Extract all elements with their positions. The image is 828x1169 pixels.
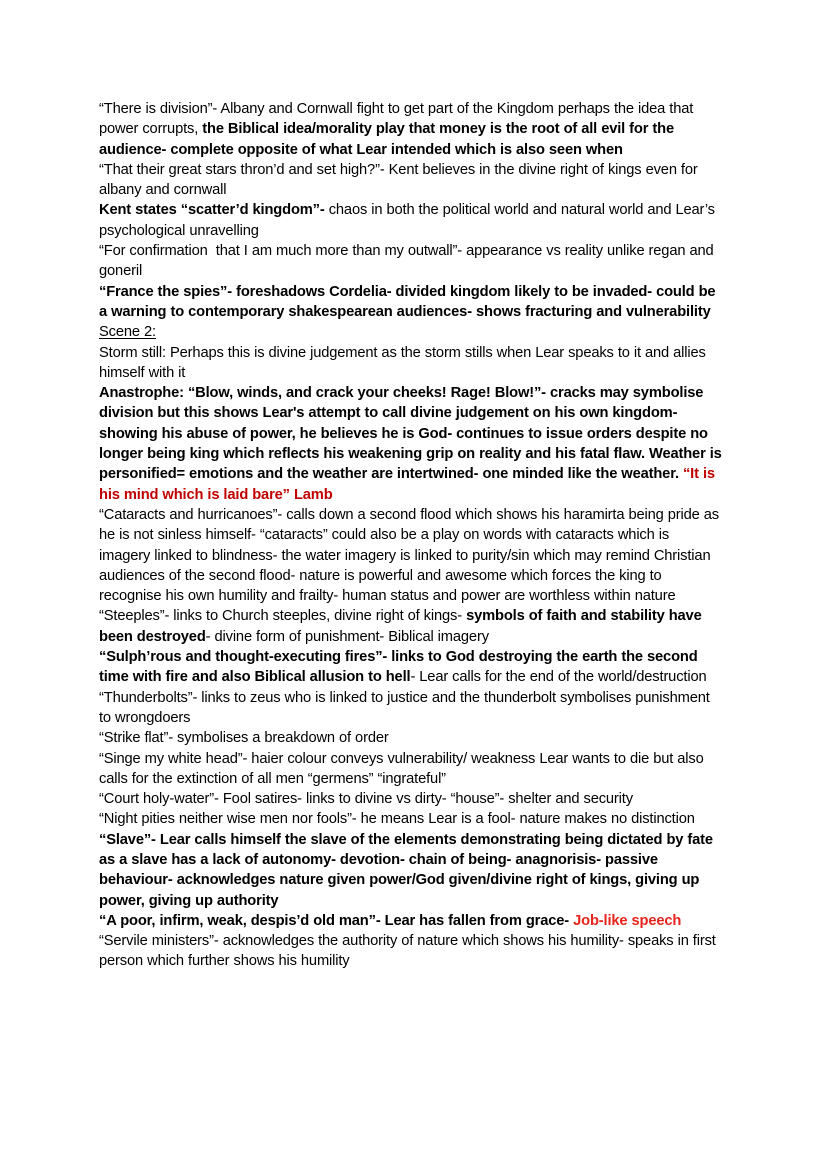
text-run: Storm still: Perhaps this is divine judgement as the storm stills when Lear speaks to it and allies himself with it bbox=[99, 344, 710, 381]
text-run: Job-like speech bbox=[573, 912, 682, 929]
text-run: - Lear calls for the end of the world/destruction bbox=[410, 669, 707, 686]
paragraph-france-the-spies bbox=[99, 282, 724, 323]
paragraph-court-holy-water bbox=[99, 789, 724, 809]
text-run: “Steeples”- links to Church steeples, divine right of kings- bbox=[99, 608, 467, 625]
paragraph-a-poor-infirm-weak bbox=[99, 911, 724, 931]
paragraph-storm-still bbox=[99, 343, 724, 384]
paragraph-servile-ministers bbox=[99, 931, 724, 972]
paragraph-singe-my-white-head bbox=[99, 749, 724, 790]
text-run: “For confirmation that I am much more than my outwall”- appearance vs reality unlike regan and goneril bbox=[99, 243, 718, 280]
text-run: “That their great stars thron’d and set high?”- Kent believes in the divine right of kings even for albany and cornwall bbox=[99, 161, 702, 199]
text-run: “Cataracts and hurricanoes”- calls down a second flood which shows his haramirta being pride as he is not sinless himself- “cataracts” could also be a play on words with cataracts which is imagery linked to blindness- the water imagery is linked to purity/sin which may remind Christian audiences of the second flood- nature is powerful and awesome which forces the king to recognise his own humility and frailty- human status and power are worthless within nature bbox=[99, 506, 724, 605]
paragraph-slave bbox=[99, 830, 724, 911]
paragraph-steeples bbox=[99, 606, 724, 647]
paragraph-anastrophe-blow-winds bbox=[99, 383, 724, 505]
paragraph-cataracts-and-hurricanoes bbox=[99, 505, 724, 606]
text-run: “Singe my white head”- haier colour conveys vulnerability/ weakness Lear wants to die but also calls for the extinction of all men “germens” “ingrateful” bbox=[99, 750, 708, 787]
text-run: - divine form of punishment- Biblical imagery bbox=[205, 628, 489, 645]
text-run: chaos in both the political world and natural world and Lear’s psychological unravelling bbox=[99, 202, 719, 239]
document-text-body bbox=[99, 99, 724, 972]
paragraph-for-confirmation bbox=[99, 241, 724, 282]
text-run: “Slave”- Lear calls himself the slave of the elements demonstrating being dictated by fate as a slave has a lack of autonomy- devotion- chain of being- anagnorisis- passive behaviour- acknowledges nature given power/God given/divine right of kings, giving up power, giving up authority bbox=[99, 831, 717, 909]
paragraph-there-is-division bbox=[99, 99, 724, 160]
paragraph-scene-2-heading bbox=[99, 322, 724, 342]
text-run: Scene 2: bbox=[99, 324, 156, 341]
text-run: symbols of faith and stability have been destroyed bbox=[99, 608, 706, 645]
paragraph-thunderbolts bbox=[99, 688, 724, 729]
text-run: “A poor, infirm, weak, despis’d old man”- Lear has fallen from grace- bbox=[99, 912, 574, 929]
text-run: “Court holy-water”- Fool satires- links to divine vs dirty- “house”- shelter and security bbox=[99, 791, 633, 808]
paragraph-great-stars-thrond bbox=[99, 160, 724, 201]
text-run: Anastrophe: “Blow, winds, and crack your cheeks! Rage! Blow!”- cracks may symbolise division but this shows Lear's attempt to call divine judgement on his own kingdom- showing his abuse of power, he believes he is God- continues to issue orders despite no longer being king which reflects his weakening grip on reality and his fatal flaw. Weather is personified= emotions and the weather are intertwined- one minded like the weather. bbox=[99, 385, 726, 483]
text-run: “Thunderbolts”- links to zeus who is linked to justice and the thunderbolt symbolises punishment to wrongdoers bbox=[99, 689, 714, 726]
text-run: “Servile ministers”- acknowledges the authority of nature which shows his humility- speaks in first person which further shows his humility bbox=[99, 933, 720, 970]
text-run: “It is his mind which is laid bare” Lamb bbox=[99, 466, 719, 503]
text-run: “France the spies”- foreshadows Cordelia- divided kingdom likely to be invaded- could be a warning to contemporary shakespearean audiences- shows fracturing and vulnerability bbox=[99, 283, 720, 320]
paragraph-sulphrous-fires bbox=[99, 647, 724, 688]
text-run: the Biblical idea/morality play that money is the root of all evil for the audience- complete opposite of what Lear intended which is also seen when bbox=[99, 121, 679, 158]
text-run: “Strike flat”- symbolises a breakdown of order bbox=[99, 730, 389, 747]
text-run: “Sulph’rous and thought-executing fires”- links to God destroying the earth the second time with fire and also Biblical allusion to hell bbox=[99, 649, 702, 686]
text-run: “Night pities neither wise men nor fools”- he means Lear is a fool- nature makes no distinction bbox=[99, 811, 695, 828]
text-run: “There is division”- Albany and Cornwall fight to get part of the Kingdom perhaps the idea that power corrupts, bbox=[99, 101, 698, 138]
paragraph-strike-flat bbox=[99, 728, 724, 748]
paragraph-night-pities bbox=[99, 809, 724, 829]
paragraph-scatterd-kingdom bbox=[99, 200, 724, 241]
text-run: Kent states “scatter’d kingdom”- bbox=[99, 202, 325, 219]
